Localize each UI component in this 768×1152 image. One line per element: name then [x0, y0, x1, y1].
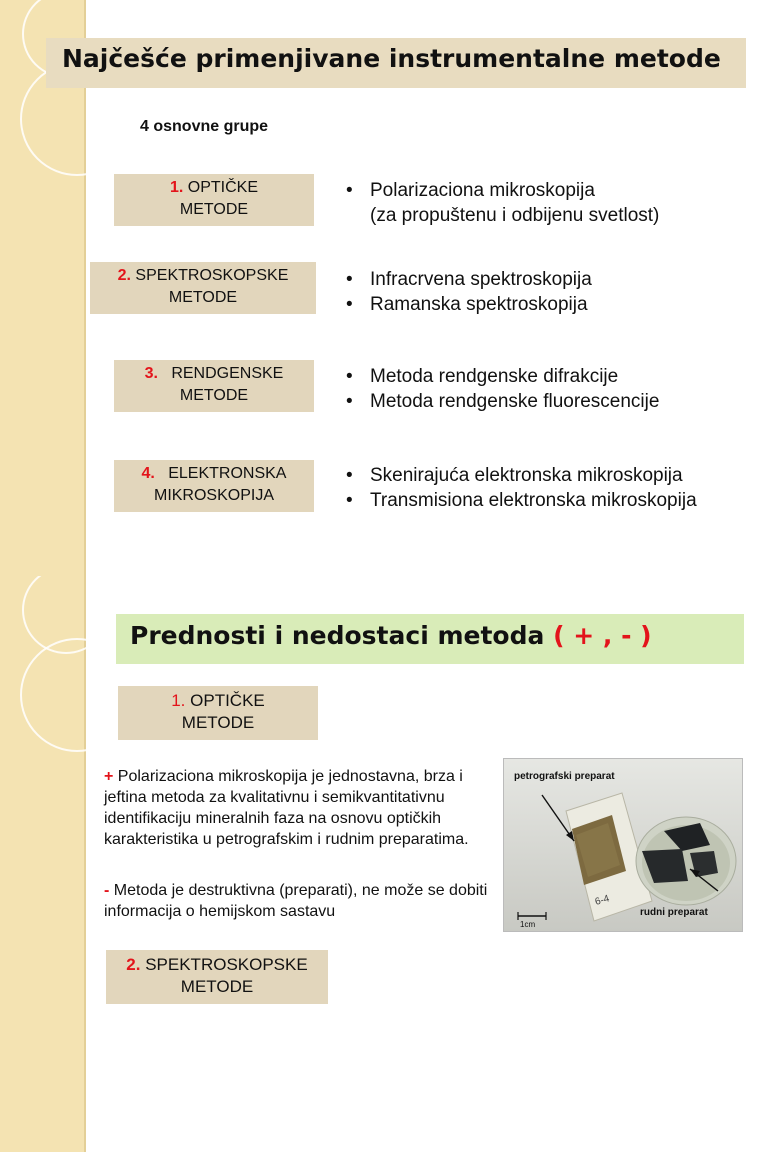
sample-photo [503, 758, 743, 932]
group-bullets-electron [346, 463, 697, 513]
group-bullets-xray [346, 364, 659, 414]
group-name: SPEKTROSKOPSKE [135, 267, 289, 284]
method-name-line2: METODE [180, 977, 254, 996]
method-name: SPEKTROSKOPSKE [145, 955, 308, 974]
group-name: OPTIČKE [187, 179, 259, 196]
photo-label-bottom: rudni preparat [640, 907, 708, 918]
minus-text: Metoda je destruktivna (preparati), ne može se dobiti informacija o hemijskom sastavu [104, 882, 488, 920]
group-name: ELEKTRONSKA [168, 465, 287, 482]
slide-2 [0, 576, 768, 1152]
bullet-item: • Polarizaciona mikroskopija [346, 180, 595, 201]
bullet-item: • Infracrvena spektroskopija [346, 269, 592, 290]
group-number: 3. [144, 365, 158, 382]
method-number: 2. [126, 955, 141, 974]
slide-title [130, 621, 652, 650]
groups-subtitle: 4 osnovne grupe [140, 118, 269, 135]
group-name-line2: MIKROSKOPIJA [153, 487, 275, 504]
group-name-line2: METODE [179, 201, 249, 218]
method-number: 1. [171, 691, 186, 710]
group-name: RENDGENSKE [171, 365, 284, 382]
method-box-spectroscopic [106, 950, 328, 1004]
group-box-optical [114, 174, 314, 226]
plus-sign: + [104, 768, 114, 785]
method-box-optical [118, 686, 318, 740]
group-name-line2: METODE [179, 387, 249, 404]
bullet-item: • Metoda rendgenske fluorescencije [346, 391, 660, 412]
bullet-item: • Ramanska spektroskopija [346, 294, 588, 315]
disadvantages-paragraph [104, 880, 494, 922]
group-box-spectroscopic [90, 262, 316, 314]
group-box-xray [114, 360, 314, 412]
group-number: 1. [169, 179, 184, 196]
slide-mark: 6-4 [593, 893, 611, 908]
group-bullets-optical [346, 178, 659, 228]
method-name: OPTIČKE [190, 691, 265, 710]
group-number: 4. [141, 465, 155, 482]
slide-title-marks: ( + , - ) [553, 621, 652, 650]
minus-sign: - [104, 882, 110, 899]
group-number: 2. [117, 267, 131, 284]
group-bullets-spectroscopic [346, 267, 592, 317]
bullet-item: • Metoda rendgenske difrakcije [346, 366, 619, 387]
group-box-electron [114, 460, 314, 512]
bullet-note: (za propuštenu i odbijenu svetlost) [370, 205, 660, 226]
sample-photo-drawing [504, 759, 742, 931]
slide-title-main: Prednosti i nedostaci metoda [130, 621, 545, 650]
scale-label: 1cm [520, 920, 536, 929]
group-name-line2: METODE [168, 289, 238, 306]
bullet-item: • Skenirajuća elektronska mikroskopija [346, 465, 683, 486]
method-name-line2: METODE [181, 713, 255, 732]
plus-text: Polarizaciona mikroskopija je jednostavna, brza i jeftina metoda za kvalitativnu i semikvantitativnu identifikaciju mineralnih faza na osnovu optičkih karakteristika u petrografskim i rudnim preparatima. [104, 768, 469, 848]
advantages-paragraph [104, 766, 494, 850]
photo-label-top: petrografski preparat [514, 771, 615, 782]
bullet-item: • Transmisiona elektronska mikroskopija [346, 490, 697, 511]
slide-title: Najčešće primenjivane instrumentalne metode [62, 44, 721, 73]
